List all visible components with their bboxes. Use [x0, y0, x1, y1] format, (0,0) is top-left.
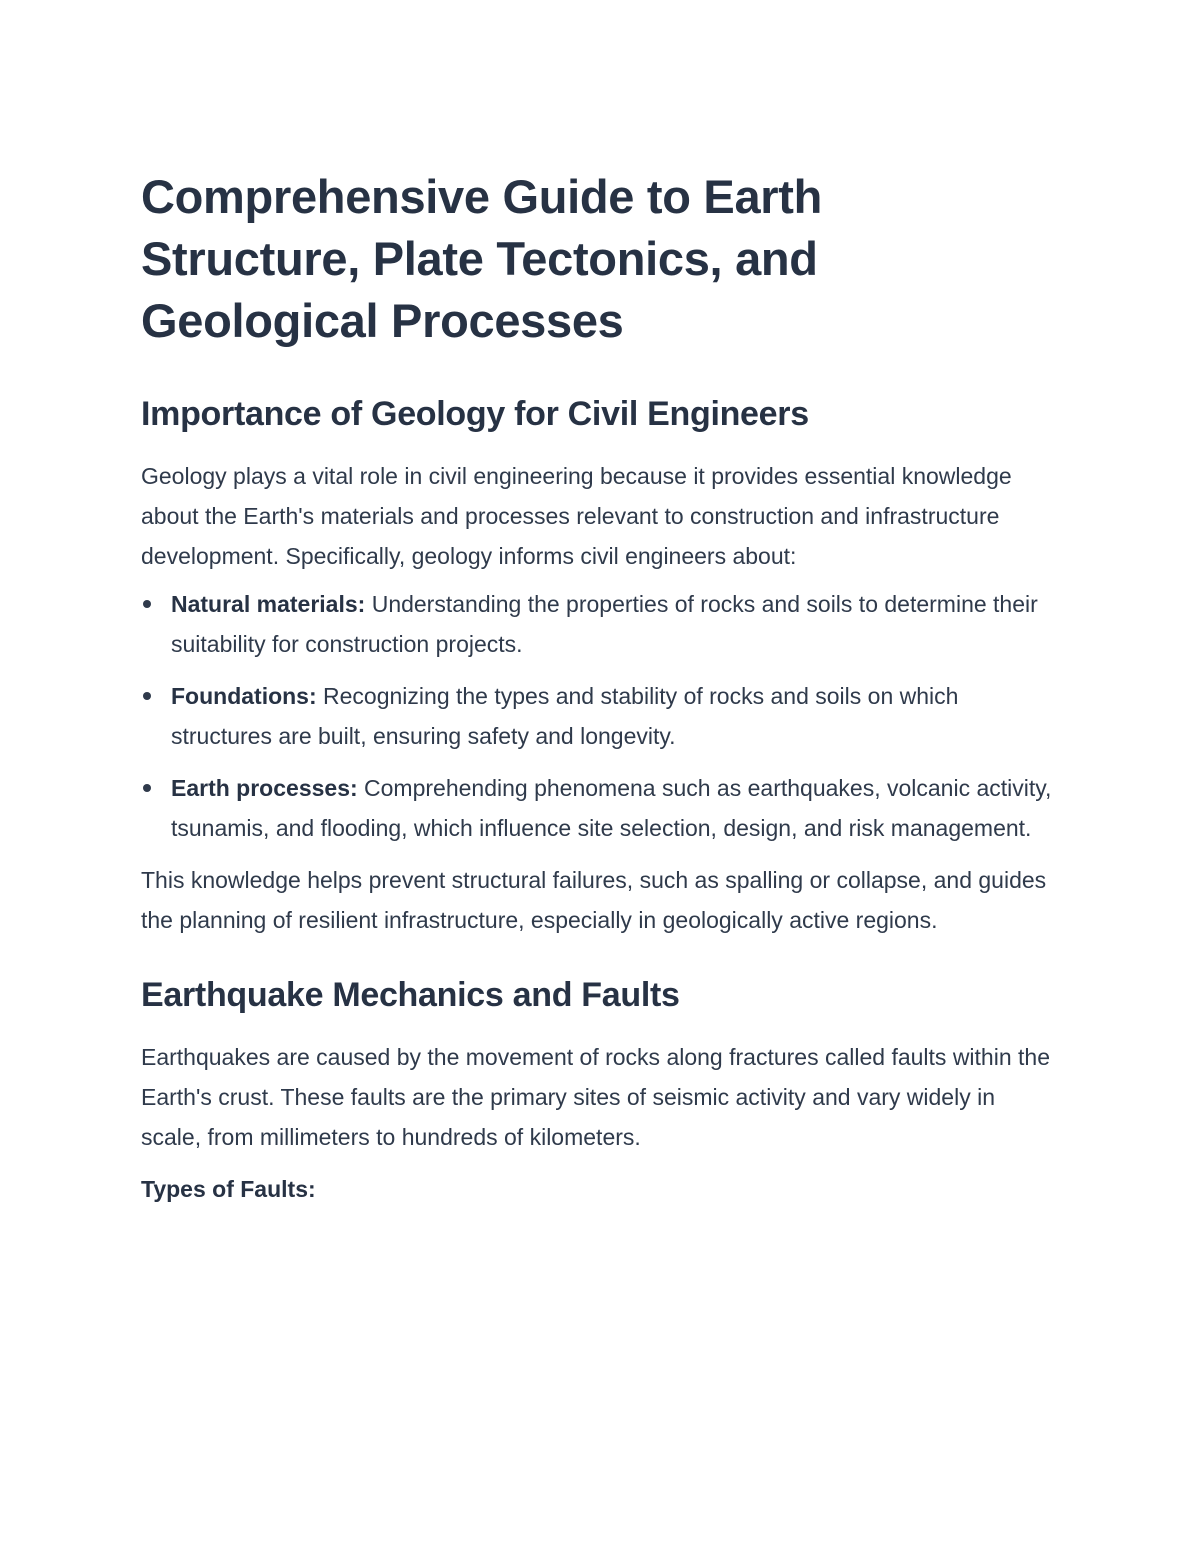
list-item — [141, 676, 1061, 756]
section-geology-importance — [141, 392, 1061, 940]
section-conclusion: This knowledge helps prevent structural failures, such as spalling or collapse, and guides the planning of resilient infrastructure, especially in geologically active regions. — [141, 867, 1047, 933]
bullet-list — [141, 584, 1061, 848]
list-item — [141, 768, 1061, 848]
section-earthquake-mechanics — [141, 973, 1061, 1209]
list-item-text: Understanding the properties of rocks and soils to determine their suitability for construction projects. — [171, 591, 1038, 657]
section-heading: Importance of Geology for Civil Engineers — [141, 395, 809, 433]
bullet-icon — [143, 784, 151, 792]
section-intro: Earthquakes are caused by the movement of rocks along fractures called faults within the Earth's crust. These faults are the primary sites of seismic activity and vary widely in scale, from millimeters to hundreds of kilometers. — [141, 1044, 1050, 1150]
document-page — [141, 166, 1061, 1209]
list-item-term: Natural materials: — [171, 591, 366, 617]
bullet-icon — [143, 600, 151, 608]
document-title: Comprehensive Guide to Earth Structure, Plate Tectonics, and Geological Processes — [141, 170, 823, 347]
subsection-label-text: Types of Faults: — [141, 1176, 316, 1202]
list-item-term: Earth processes: — [171, 775, 358, 801]
section-heading: Earthquake Mechanics and Faults — [141, 976, 680, 1014]
list-item-text: Recognizing the types and stability of rocks and soils on which structures are built, ensuring safety and longevity. — [171, 683, 959, 749]
list-item — [141, 584, 1061, 664]
list-item-term: Foundations: — [171, 683, 317, 709]
subsection-label — [141, 1169, 1061, 1209]
section-intro: Geology plays a vital role in civil engineering because it provides essential knowledge about the Earth's materials and processes relevant to construction and infrastructure development. Specifically, geology informs civil engineers about: — [141, 463, 1012, 569]
list-item-text: Comprehending phenomena such as earthquakes, volcanic activity, tsunamis, and flooding, which influence site selection, design, and risk management. — [171, 775, 1052, 841]
bullet-icon — [143, 692, 151, 700]
